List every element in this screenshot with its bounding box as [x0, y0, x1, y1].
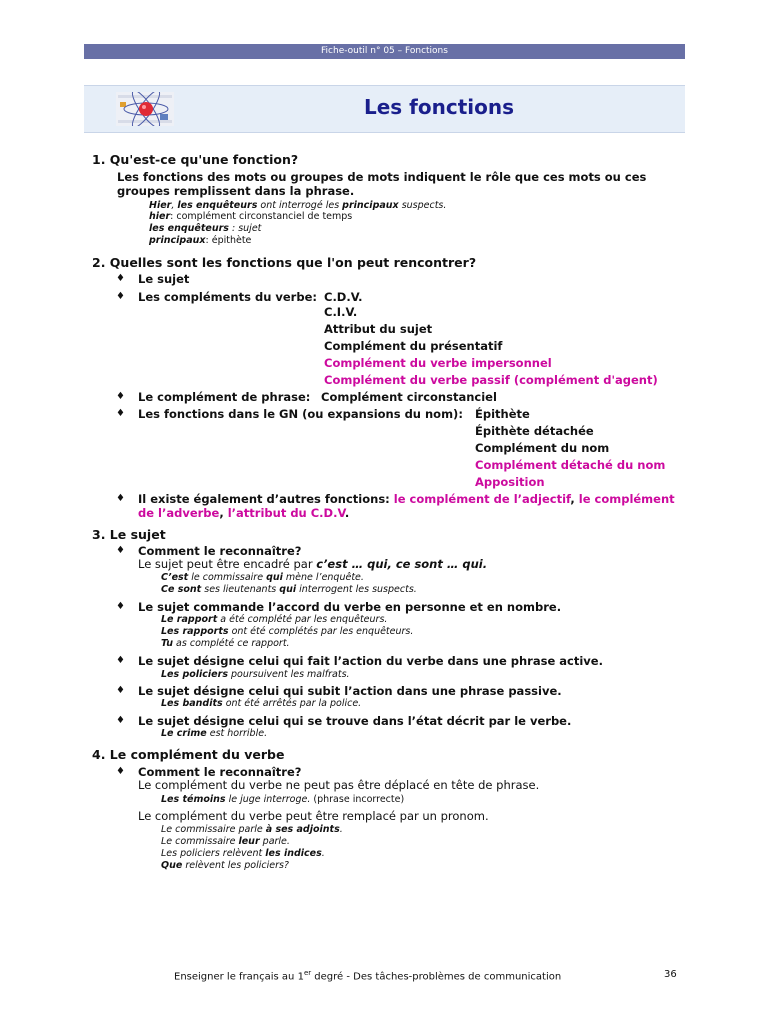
- gn-function: Apposition: [475, 475, 545, 489]
- example-line: principaux: épithète: [149, 235, 252, 246]
- list-item: Le complément de phrase:: [138, 390, 311, 404]
- example-line: C’est le commissaire qui mène l’enquête.: [161, 572, 364, 583]
- example-line: Les témoins le juge interroge. (phrase incorrecte): [161, 794, 405, 805]
- example-line: Le commissaire leur parle.: [161, 836, 290, 847]
- example-line: Les policiers relèvent les indices.: [161, 848, 325, 859]
- example-line: les enquêteurs : sujet: [149, 223, 262, 234]
- list-item: Le sujet: [138, 272, 190, 286]
- example-line: Tu as complété ce rapport.: [161, 638, 290, 649]
- example-line: Les policiers poursuivent les malfrats.: [161, 669, 350, 680]
- list-item: Il existe également d’autres fonctions: le complément de l’adjectif, le complément: [138, 492, 675, 506]
- page-number: 36: [664, 969, 677, 980]
- bullet-icon: ♦: [116, 601, 125, 612]
- bullet-icon: ♦: [116, 715, 125, 726]
- example-line: Les bandits ont été arrêtés par la police.: [161, 698, 362, 709]
- example-line: hier: complément circonstanciel de temps: [149, 211, 353, 222]
- list-item: Le sujet désigne celui qui fait l’action du verbe dans une phrase active.: [138, 654, 603, 668]
- gn-function: Épithète détachée: [475, 424, 594, 438]
- bullet-icon: ♦: [116, 493, 125, 504]
- list-item: Les compléments du verbe:: [138, 290, 317, 304]
- bullet-icon: ♦: [116, 408, 125, 419]
- list-item: Le sujet commande l’accord du verbe en personne et en nombre.: [138, 600, 562, 614]
- example-line: Le crime est horrible.: [161, 728, 268, 739]
- example-line: Ce sont ses lieutenants qui interrogent les suspects.: [161, 584, 417, 595]
- section-2-heading: 2. Quelles sont les fonctions que l'on peut rencontrer?: [92, 255, 477, 270]
- list-item-value: Complément circonstanciel: [321, 390, 497, 404]
- list-item: Comment le reconnaître?: [138, 544, 302, 558]
- verb-complement: Complément du présentatif: [324, 339, 503, 353]
- list-item: Le sujet désigne celui qui se trouve dans l’état décrit par le verbe.: [138, 714, 572, 728]
- bullet-icon: ♦: [116, 273, 125, 284]
- gn-function: Épithète: [475, 407, 530, 421]
- verb-complement: Attribut du sujet: [324, 322, 433, 336]
- list-item: Comment le reconnaître?: [138, 765, 302, 779]
- section-1-text: groupes remplissent dans la phrase.: [117, 184, 355, 198]
- body-text: Le complément du verbe ne peut pas être déplacé en tête de phrase.: [138, 778, 540, 792]
- verb-complement: Complément du verbe passif (complément d'agent): [324, 373, 658, 387]
- example-line: Hier, les enquêteurs ont interrogé les principaux suspects.: [149, 200, 447, 211]
- page-title: Les fonctions: [364, 95, 515, 119]
- body-text: Le sujet peut être encadré par c’est … qui, ce sont … qui.: [138, 557, 488, 571]
- example-line: Le commissaire parle à ses adjoints.: [161, 824, 343, 835]
- bullet-icon: ♦: [116, 655, 125, 666]
- section-3-heading: 3. Le sujet: [92, 527, 166, 542]
- list-item: de l’adverbe, l’attribut du C.D.V.: [138, 506, 350, 520]
- footer-text: Enseigner le français au 1er degré - Des tâches-problèmes de communication: [174, 969, 562, 983]
- verb-complement: C.I.V.: [324, 305, 358, 319]
- section-1-text: Les fonctions des mots ou groupes de mots indiquent le rôle que ces mots ou ces: [117, 170, 647, 184]
- title-box: [84, 85, 685, 133]
- verb-complement: C.D.V.: [324, 290, 363, 304]
- gn-function: Complément détaché du nom: [475, 458, 666, 472]
- gn-function: Complément du nom: [475, 441, 610, 455]
- example-line: Le rapport a été complété par les enquêteurs.: [161, 614, 388, 625]
- example-line: Les rapports ont été complétés par les enquêteurs.: [161, 626, 414, 637]
- example-line: Que relèvent les policiers?: [161, 860, 289, 871]
- list-item: Le sujet désigne celui qui subit l’action dans une phrase passive.: [138, 684, 562, 698]
- bullet-icon: ♦: [116, 291, 125, 302]
- body-text: Le complément du verbe peut être remplacé par un pronom.: [138, 809, 489, 823]
- verb-complement: Complément du verbe impersonnel: [324, 356, 552, 370]
- section-1-heading: 1. Qu'est-ce qu'une fonction?: [92, 152, 299, 167]
- header-bar: Fiche-outil n° 05 – Fonctions: [84, 44, 685, 59]
- section-4-heading: 4. Le complément du verbe: [92, 747, 285, 762]
- bullet-icon: ♦: [116, 766, 125, 777]
- bullet-icon: ♦: [116, 545, 125, 556]
- list-item: Les fonctions dans le GN (ou expansions du nom):: [138, 407, 463, 421]
- bullet-icon: ♦: [116, 685, 125, 696]
- atom-logo-icon: [116, 92, 174, 126]
- bullet-icon: ♦: [116, 391, 125, 402]
